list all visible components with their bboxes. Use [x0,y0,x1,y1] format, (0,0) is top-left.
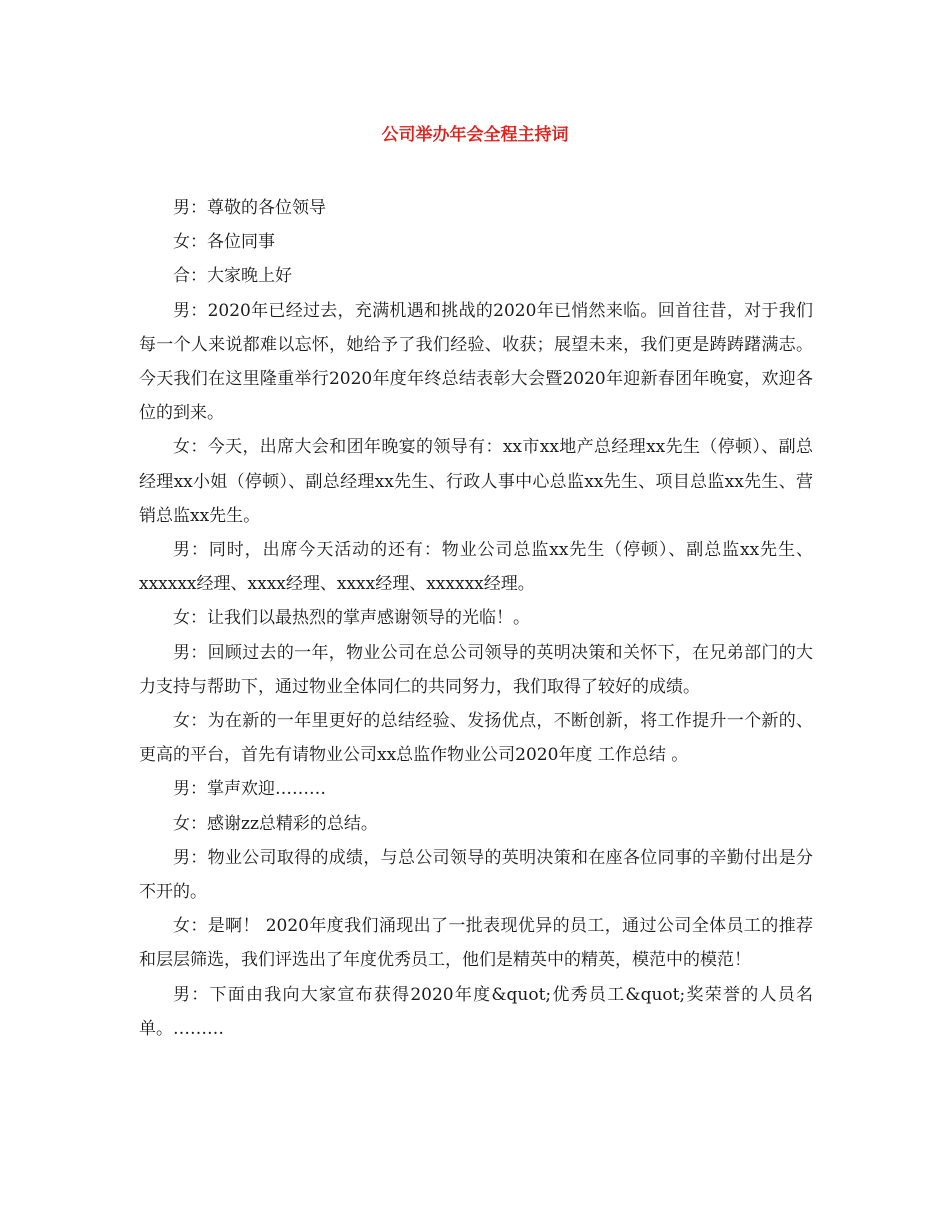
document-title: 公司举办年会全程主持词 [381,125,569,145]
paragraph-9: 女：为在新的一年里更好的总结经验、发扬优点，不断创新，将工作提升一个新的、更高的平台，首先有请物业公司xx总监作物业公司2020年度 工作总结 。 [139,711,813,766]
paragraph-2: 女：各位同事 [173,232,275,253]
paragraph-12: 男：物业公司取得的成绩，与总公司领导的英明决策和在座各位同事的辛勤付出是分不开的。 [139,847,813,903]
paragraph-14: 男：下面由我向大家宣布获得2020年度&quot;优秀员工&quot;奖荣誉的人员名单。……… [139,984,813,1039]
paragraph-11: 女：感谢zz总精彩的总结。 [173,813,378,834]
paragraph-6: 男：同时，出席今天活动的还有：物业公司总监xx先生（停顿）、副总监xx先生、xxxxxx经理、xxxx经理、xxxx经理、xxxxxx经理。 [139,540,813,595]
paragraph-7: 女：让我们以最热烈的掌声感谢领导的光临！。 [173,608,530,629]
paragraph-8: 男：回顾过去的一年，物业公司在总公司领导的英明决策和关怀下，在兄弟部门的大力支持与帮助下，通过物业全体同仁的共同努力，我们取得了较好的成绩。 [139,642,813,697]
paragraph-5: 女：今天，出席大会和团年晚宴的领导有：xx市xx地产总经理xx先生（停顿）、副总经理xx小姐（停顿）、副总经理xx先生、行政人事中心总监xx先生、项目总监xx先生、营销总监xx先生。 [139,437,813,526]
paragraph-10: 男：掌声欢迎……… [173,779,326,800]
paragraph-3: 合：大家晚上好 [173,266,292,287]
paragraph-4: 男：2020年已经过去，充满机遇和挑战的2020年已悄然来临。回首往昔，对于我们每一个人来说都难以忘怀，她给予了我们经验、收获；展望未来，我们更是踌踌躇满志。今天我们在这里隆重举行2020年度年终总结表彰大会暨2020年迎新春团年晚宴，欢迎各位的到来。 [139,300,813,424]
document-body [139,191,813,1046]
paragraph-13: 女：是啊！ 2020年度我们涌现出了一批表现优异的员工，通过公司全体员工的推荐和层层筛选，我们评选出了年度优秀员工，他们是精英中的精英，模范中的模范！ [139,916,813,971]
paragraph-1: 男：尊敬的各位领导 [173,198,326,218]
